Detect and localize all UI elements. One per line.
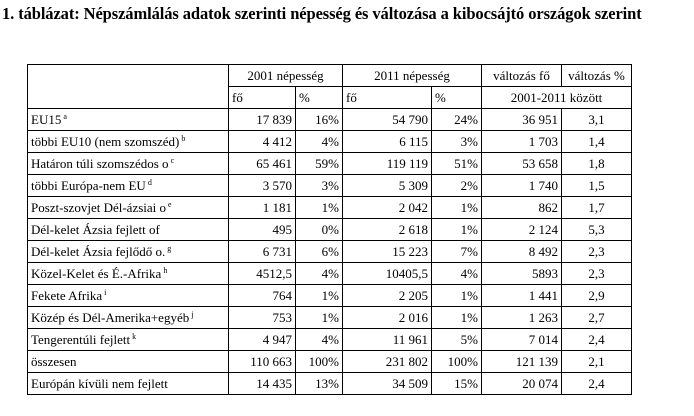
- pop2001-pct-text: 4%: [321, 331, 339, 347]
- change-value-text: 1 703: [528, 133, 558, 149]
- change-pct: [562, 175, 632, 197]
- table-row: [28, 175, 632, 197]
- change-value: [482, 175, 562, 197]
- change-pct-text: 2,4: [588, 375, 605, 391]
- footnote-marker: h: [163, 265, 168, 275]
- pop2001-value: [229, 373, 296, 395]
- change-value-text: 53 658: [522, 155, 558, 171]
- region-label: [28, 109, 229, 131]
- pop2011-pct: [432, 307, 482, 329]
- pop2011-pct: [432, 241, 482, 263]
- table-row: [28, 263, 632, 285]
- change-pct-text: 2,3: [588, 243, 605, 259]
- footnote-marker: j: [191, 309, 194, 319]
- pop2011-pct-text: 100%: [447, 353, 478, 369]
- pop2011-value-text: 2 042: [398, 199, 428, 215]
- change-value: [482, 219, 562, 241]
- pop2011-value: [343, 263, 432, 285]
- pop2001-value: [229, 109, 296, 131]
- pop2001-value-text: 4 947: [262, 331, 292, 347]
- region-label-text: Dél-kelet Ázsia fejlett of: [31, 221, 160, 237]
- footnote-marker: a: [63, 111, 67, 121]
- pop2011-pct: [432, 285, 482, 307]
- pop2011-value-text: 2 016: [398, 309, 428, 325]
- pop2001-pct-text: 59%: [315, 155, 339, 171]
- pop2011-pct: [432, 175, 482, 197]
- pop2001-pct-text: 4%: [321, 133, 339, 149]
- pop2011-value: [343, 197, 432, 219]
- pop2001-value-text: 495: [272, 221, 292, 237]
- change-value-text: 20 074: [522, 375, 558, 391]
- table-row: [28, 131, 632, 153]
- pop2011-pct-text: 15%: [454, 375, 478, 391]
- pop2011-value: [343, 373, 432, 395]
- region-label: [28, 329, 229, 351]
- change-value-text: 1 740: [528, 177, 558, 193]
- pop2001-pct: [296, 219, 343, 241]
- pop2001-pct-text: 1%: [321, 309, 339, 325]
- pop2001-value-text: 4512,5: [256, 265, 292, 281]
- table-row: [28, 197, 632, 219]
- table-title: 1. táblázat: Népszámlálás adatok szerinti népesség és változása a kibocsájtó országok szerint: [2, 4, 642, 23]
- footnote-marker: e: [168, 199, 172, 209]
- region-label: [28, 263, 229, 285]
- region-label: [28, 351, 229, 373]
- pop2011-pct-text: 1%: [460, 221, 478, 237]
- pop2011-value-text: 11 961: [392, 331, 428, 347]
- pop2011-pct-text: 4%: [460, 265, 478, 281]
- pop2011-pct-text: 1%: [460, 309, 478, 325]
- pop2011-value-text: 10405,5: [385, 265, 428, 281]
- region-label: [28, 307, 229, 329]
- region-label-text: Fekete Afrika: [31, 287, 103, 303]
- pop2001-pct-text: 4%: [321, 265, 339, 281]
- pop2001-pct: [296, 329, 343, 351]
- change-pct: [562, 285, 632, 307]
- region-label-text: Határon túli szomszédos o: [31, 155, 169, 171]
- pop2011-value: [343, 329, 432, 351]
- pop2001-value: [229, 153, 296, 175]
- pop2011-value: [343, 131, 432, 153]
- region-label: [28, 285, 229, 307]
- pop2011-value: [343, 219, 432, 241]
- pop2011-pct: [432, 109, 482, 131]
- pop2011-value-text: 2 618: [398, 221, 428, 237]
- change-value-text: 5893: [532, 265, 558, 281]
- change-pct: [562, 219, 632, 241]
- pop2001-pct-text: 16%: [315, 111, 339, 127]
- footnote-marker: d: [147, 177, 152, 187]
- pop2011-pct: [432, 197, 482, 219]
- pop2001-value: [229, 263, 296, 285]
- header-unit-pct-2001: %: [296, 87, 343, 109]
- header-unit-fo-2001: fő: [229, 87, 296, 109]
- header-row-1: [28, 65, 632, 87]
- change-pct: [562, 329, 632, 351]
- pop2001-pct-text: 1%: [321, 287, 339, 303]
- change-value: [482, 241, 562, 263]
- region-label: [28, 175, 229, 197]
- pop2011-value: [343, 175, 432, 197]
- pop2011-value-text: 119 119: [386, 155, 428, 171]
- pop2001-pct-text: 100%: [308, 353, 339, 369]
- table-row: [28, 307, 632, 329]
- pop2001-pct: [296, 109, 343, 131]
- change-value-text: 1 263: [528, 309, 558, 325]
- region-label-text: EU15: [31, 111, 62, 127]
- change-pct-text: 2,4: [588, 331, 605, 347]
- change-pct-text: 1,5: [588, 177, 605, 193]
- change-value-text: 121 139: [515, 353, 558, 369]
- table-row: [28, 153, 632, 175]
- pop2001-value-text: 753: [272, 309, 292, 325]
- header-change-abs: változás fő: [482, 65, 562, 87]
- change-pct-text: 2,7: [588, 309, 605, 325]
- pop2001-pct: [296, 153, 343, 175]
- pop2011-value-text: 6 115: [399, 133, 428, 149]
- change-pct: [562, 373, 632, 395]
- header-pop2011: 2011 népesség: [343, 65, 482, 87]
- pop2001-value-text: 764: [272, 287, 292, 303]
- change-value: [482, 153, 562, 175]
- change-pct-text: 1,7: [588, 199, 605, 215]
- pop2001-value-text: 17 839: [256, 111, 292, 127]
- change-pct-text: 1,8: [588, 155, 605, 171]
- change-value-text: 7 014: [528, 331, 558, 347]
- change-value: [482, 131, 562, 153]
- change-pct: [562, 153, 632, 175]
- pop2011-value-text: 54 790: [392, 111, 428, 127]
- region-label-text: összesen: [31, 353, 77, 369]
- pop2011-pct-text: 3%: [460, 133, 478, 149]
- pop2011-pct-text: 2%: [460, 177, 478, 193]
- pop2011-pct-text: 1%: [460, 199, 478, 215]
- change-pct-text: 2,1: [588, 353, 605, 369]
- change-pct-text: 5,3: [588, 221, 605, 237]
- region-label-text: Közel-Kelet és É.-Afrika: [31, 265, 162, 281]
- pop2001-value: [229, 329, 296, 351]
- pop2011-pct: [432, 131, 482, 153]
- footnote-marker: g: [167, 243, 172, 253]
- pop2011-value: [343, 153, 432, 175]
- change-value-text: 862: [538, 199, 558, 215]
- header-unit-fo-2011: fő: [343, 87, 432, 109]
- pop2001-pct-text: 1%: [321, 199, 339, 215]
- pop2011-pct-text: 51%: [454, 155, 478, 171]
- pop2001-pct: [296, 263, 343, 285]
- pop2001-pct-text: 0%: [321, 221, 339, 237]
- region-label-text: többi Európa-nem EU: [31, 177, 146, 193]
- pop2001-pct-text: 6%: [321, 243, 339, 259]
- pop2011-pct: [432, 263, 482, 285]
- header-pop2001: 2001 népesség: [229, 65, 343, 87]
- pop2011-value-text: 2 205: [398, 287, 428, 303]
- pop2001-value-text: 6 731: [262, 243, 292, 259]
- region-label-text: többi EU10 (nem szomszéd): [31, 133, 180, 149]
- table-row: [28, 241, 632, 263]
- change-pct: [562, 197, 632, 219]
- header-unit-pct-2011: %: [432, 87, 482, 109]
- change-value: [482, 373, 562, 395]
- table-row: [28, 373, 632, 395]
- region-label-text: Poszt-szovjet Dél-ázsiai o: [31, 199, 167, 215]
- pop2001-pct: [296, 197, 343, 219]
- pop2001-value: [229, 175, 296, 197]
- pop2011-pct: [432, 373, 482, 395]
- change-pct: [562, 241, 632, 263]
- region-label-text: Közép és Dél-Amerika+egyéb: [31, 309, 190, 325]
- pop2001-pct-text: 3%: [321, 177, 339, 193]
- region-label: [28, 373, 229, 395]
- pop2001-pct: [296, 373, 343, 395]
- header-change-pct: változás %: [562, 65, 632, 87]
- pop2011-value: [343, 109, 432, 131]
- pop2001-pct: [296, 285, 343, 307]
- change-value: [482, 285, 562, 307]
- pop2001-value: [229, 307, 296, 329]
- region-label: [28, 153, 229, 175]
- pop2001-pct: [296, 307, 343, 329]
- pop2001-value: [229, 351, 296, 373]
- change-value-text: 1 441: [528, 287, 558, 303]
- change-value: [482, 329, 562, 351]
- region-label: [28, 197, 229, 219]
- change-pct: [562, 351, 632, 373]
- pop2011-pct: [432, 153, 482, 175]
- change-pct: [562, 307, 632, 329]
- change-pct-text: 3,1: [588, 111, 605, 127]
- header-corner-cell: [28, 65, 229, 87]
- header-period: 2001-2011 között: [482, 87, 632, 109]
- pop2011-value-text: 15 223: [392, 243, 428, 259]
- census-table: [27, 64, 632, 395]
- footnote-marker: k: [132, 331, 137, 341]
- pop2011-value-text: 231 802: [385, 353, 428, 369]
- table-row: [28, 219, 632, 241]
- change-pct-text: 1,4: [588, 133, 605, 149]
- pop2001-pct: [296, 175, 343, 197]
- change-pct: [562, 109, 632, 131]
- header-row-2: [28, 87, 632, 109]
- table-row: [28, 351, 632, 373]
- change-value-text: 8 492: [528, 243, 558, 259]
- region-label: [28, 241, 229, 263]
- pop2001-pct: [296, 351, 343, 373]
- change-value: [482, 307, 562, 329]
- change-pct-text: 2,9: [588, 287, 605, 303]
- pop2011-value-text: 5 309: [398, 177, 428, 193]
- change-pct: [562, 263, 632, 285]
- pop2011-value: [343, 351, 432, 373]
- pop2001-value: [229, 241, 296, 263]
- pop2011-value: [343, 241, 432, 263]
- change-pct-text: 2,3: [588, 265, 605, 281]
- pop2001-value: [229, 285, 296, 307]
- region-label: [28, 219, 229, 241]
- pop2001-value-text: 14 435: [256, 375, 292, 391]
- table-row: [28, 329, 632, 351]
- change-value: [482, 263, 562, 285]
- pop2001-value-text: 110 663: [250, 353, 292, 369]
- pop2011-value-text: 34 509: [392, 375, 428, 391]
- pop2001-value: [229, 197, 296, 219]
- region-label: [28, 131, 229, 153]
- change-value-text: 36 951: [522, 111, 558, 127]
- region-label-text: Európán kívüli nem fejlett: [31, 375, 168, 391]
- pop2001-value: [229, 219, 296, 241]
- pop2011-value: [343, 285, 432, 307]
- pop2001-value-text: 3 570: [262, 177, 292, 193]
- pop2001-value-text: 1 181: [262, 199, 292, 215]
- region-label-text: Dél-kelet Ázsia fejlődő o.: [31, 243, 166, 259]
- pop2001-pct-text: 13%: [315, 375, 339, 391]
- pop2001-value-text: 4 412: [262, 133, 292, 149]
- change-value: [482, 197, 562, 219]
- footnote-marker: i: [104, 287, 107, 297]
- change-value: [482, 351, 562, 373]
- footnote-marker: b: [181, 133, 186, 143]
- pop2011-pct-text: 5%: [460, 331, 478, 347]
- pop2011-pct: [432, 219, 482, 241]
- table-row: [28, 285, 632, 307]
- pop2011-value: [343, 307, 432, 329]
- change-pct: [562, 131, 632, 153]
- pop2001-pct: [296, 241, 343, 263]
- pop2001-pct: [296, 131, 343, 153]
- table-row: [28, 109, 632, 131]
- pop2011-pct: [432, 329, 482, 351]
- change-value-text: 2 124: [528, 221, 558, 237]
- header-corner-cell-lower: [28, 87, 229, 109]
- pop2011-pct-text: 1%: [460, 287, 478, 303]
- pop2011-pct: [432, 351, 482, 373]
- pop2001-value-text: 65 461: [256, 155, 292, 171]
- region-label-text: Tengerentúli fejlett: [31, 331, 131, 347]
- footnote-marker: c: [170, 155, 175, 165]
- change-value: [482, 109, 562, 131]
- pop2011-pct-text: 24%: [454, 111, 478, 127]
- pop2011-pct-text: 7%: [460, 243, 478, 259]
- pop2001-value: [229, 131, 296, 153]
